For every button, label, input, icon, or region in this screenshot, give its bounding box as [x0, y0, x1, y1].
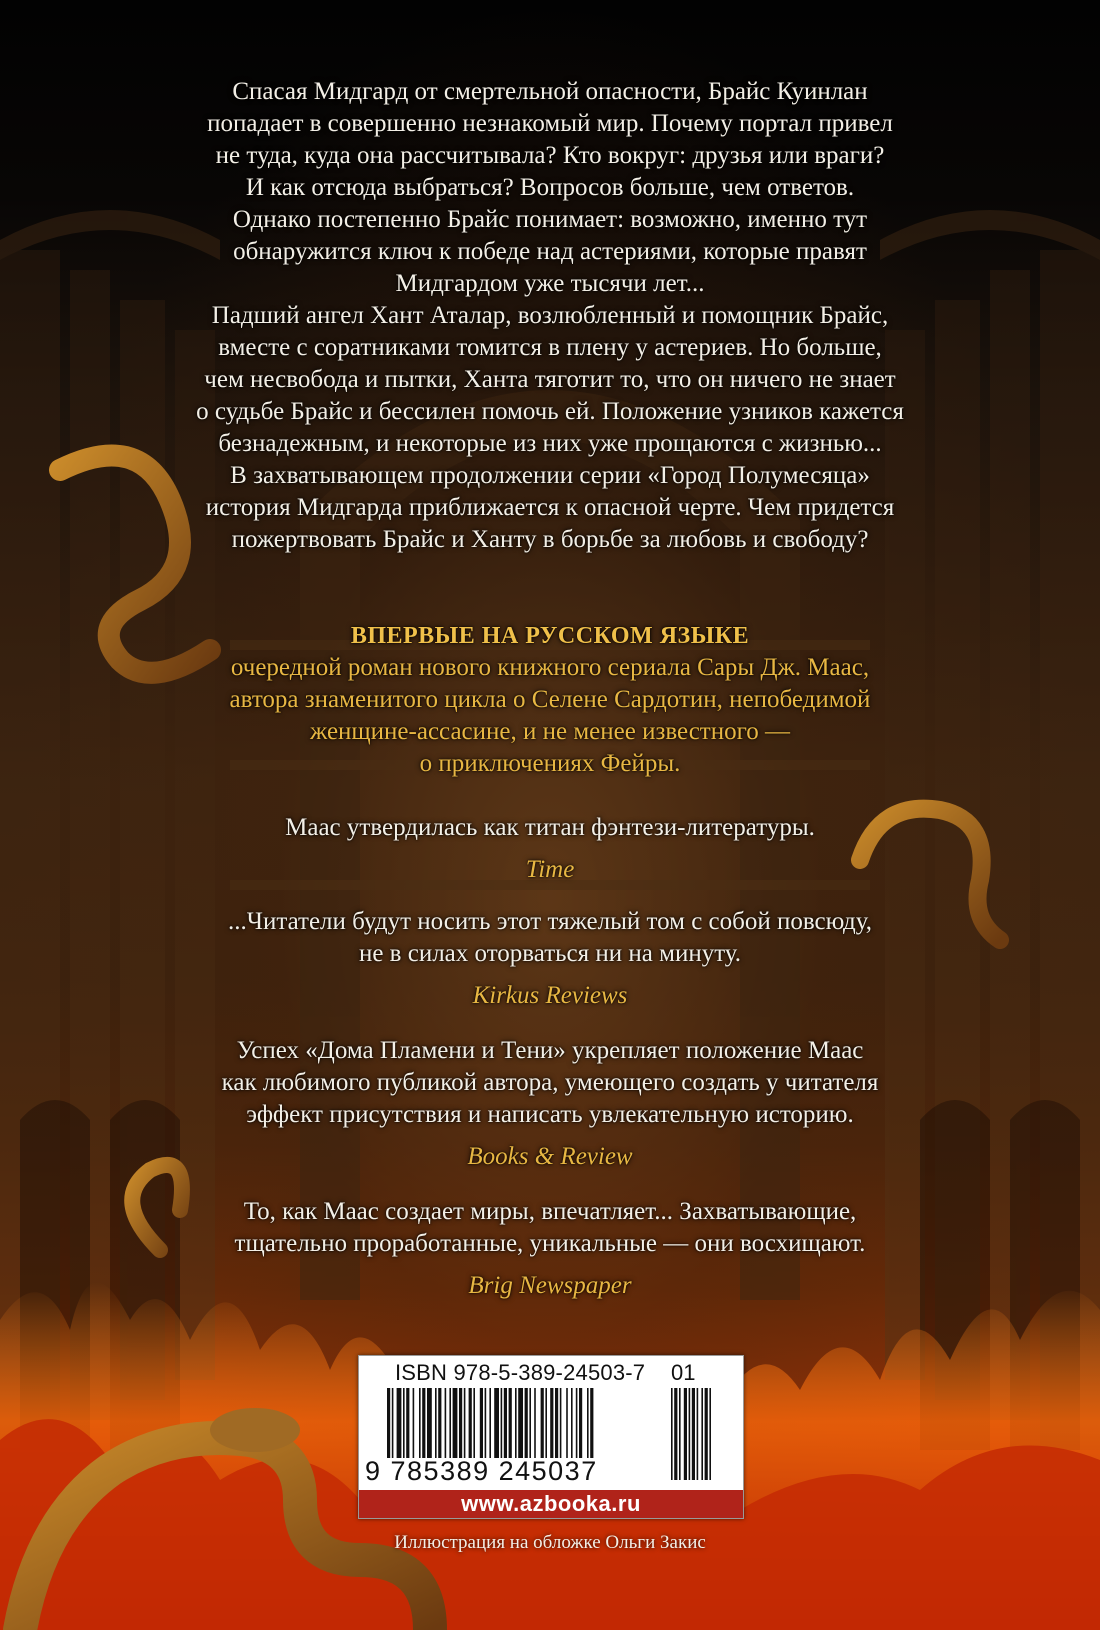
- quote-source: Time: [525, 856, 575, 883]
- description-line: Спасая Мидгард от смертельной опасности, Брайс Куинлан: [232, 78, 868, 105]
- quote-line: не в силах оторваться ни на минуту.: [358, 940, 742, 967]
- description-line: попадает в совершенно незнакомый мир. Почему портал привел: [207, 110, 893, 137]
- quote-line: как любимого публикой автора, умеющего создать у читателя: [221, 1069, 879, 1096]
- description-line: безнадежным, и некоторые из них уже прощаются с жизнью...: [218, 430, 882, 457]
- description-line: не туда, куда она рассчитывала? Кто вокруг: друзья или враги?: [215, 142, 885, 169]
- quote-line: Успех «Дома Пламени и Тени» укрепляет положение Маас: [236, 1037, 864, 1064]
- description-line: вместе с соратниками томится в плену у астериев. Но больше,: [218, 334, 882, 361]
- description-line: обнаружится ключ к победе над астериями, которые правят: [233, 238, 867, 265]
- description-line: Однако постепенно Брайс понимает: возможно, именно тут: [232, 206, 868, 233]
- review-quote: [50, 906, 1050, 1012]
- publisher-website[interactable]: www.azbooka.ru: [359, 1490, 743, 1518]
- review-quote: [50, 1035, 1050, 1173]
- promo-line: автора знаменитого цикла о Селене Сардотин, непобедимой: [229, 686, 871, 713]
- barcode-label: [358, 1355, 744, 1519]
- promo-line: женщине-ассасине, и не менее известного —: [310, 718, 790, 745]
- description-line: чем несвобода и пытки, Ханта тяготит то, что он ничего не знает: [204, 366, 896, 393]
- quote-source: Kirkus Reviews: [472, 982, 628, 1009]
- review-quote: [50, 1196, 1050, 1302]
- quote-line: Маас утвердилась как титан фэнтези-литературы.: [285, 814, 815, 841]
- quote-source: Books & Review: [467, 1143, 633, 1170]
- description-line: И как отсюда выбраться? Вопросов больше, чем ответов.: [245, 174, 855, 201]
- illustration-credit: Иллюстрация на обложке Ольги Закис: [394, 1532, 706, 1553]
- promo-line: очередной роман нового книжного сериала Сары Дж. Маас,: [230, 654, 870, 681]
- isbn-number: ISBN 978-5-389-24503-7: [395, 1360, 646, 1385]
- review-quote: [50, 812, 1050, 886]
- promo-block: [50, 620, 1050, 780]
- quote-line: ...Читатели будут носить этот тяжелый том с собой повсюду,: [227, 908, 873, 935]
- promo-headline: ВПЕРВЫЕ НА РУССКОМ ЯЗЫКЕ: [350, 623, 750, 649]
- quote-line: эффект присутствия и написать увлекательную историю.: [246, 1101, 854, 1128]
- quote-line: То, как Маас создает миры, впечатляет... Захватывающие,: [243, 1198, 857, 1225]
- quote-source: Brig Newspaper: [468, 1272, 632, 1299]
- description-line: пожертвовать Брайс и Ханту в борьбе за любовь и свободу?: [231, 526, 869, 553]
- promo-line: о приключениях Фейры.: [419, 750, 681, 777]
- description-line: о судьбе Брайс и бессилен помочь ей. Положение узников кажется: [196, 398, 904, 425]
- description-line: история Мидгарда приближается к опасной черте. Чем придется: [205, 494, 895, 521]
- isbn-addon: 01: [671, 1360, 696, 1385]
- book-description: [50, 76, 1050, 556]
- quote-line: тщательно проработанные, уникальные — они восхищают.: [234, 1230, 866, 1257]
- barcode-digits: 9 785389 245037: [365, 1456, 598, 1486]
- description-line: В захватывающем продолжении серии «Город Полумесяца»: [230, 462, 870, 489]
- description-line: Мидгардом уже тысячи лет...: [395, 270, 705, 297]
- description-line: Падший ангел Хант Аталар, возлюбленный и помощник Брайс,: [211, 302, 889, 329]
